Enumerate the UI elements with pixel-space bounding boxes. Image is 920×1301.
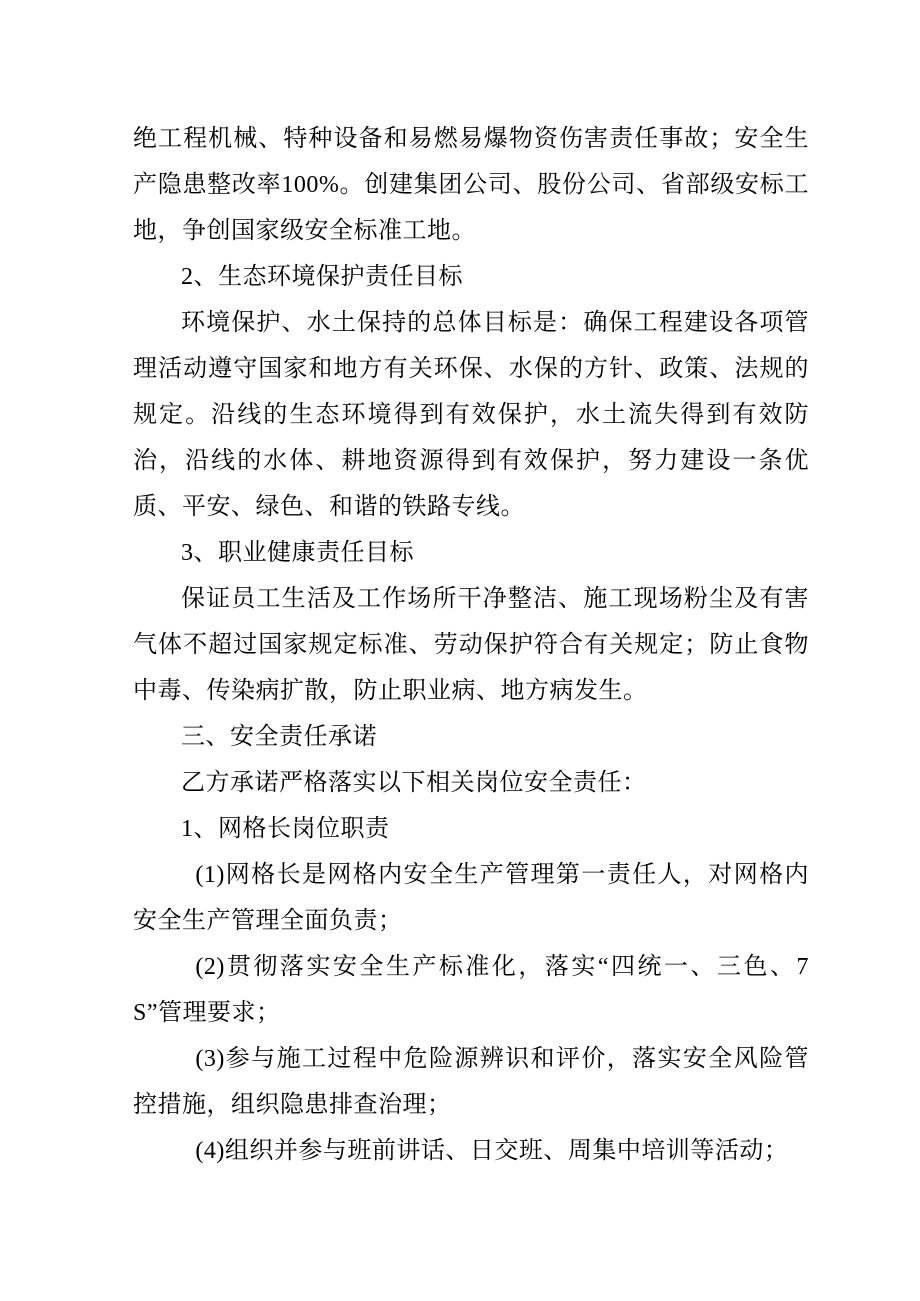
- list-item-duty-4: (4)组织并参与班前讲话、日交班、周集中培训等活动；: [195, 1138, 789, 1164]
- paragraph-continuation: 绝工程机械、特种设备和易燃易爆物资伤害责任事故；安全生产隐患整改率100%。创建集团公司、股份公司、省部级安标工地，争创国家级安全标准工地。: [133, 126, 809, 244]
- paragraph-commitment-intro: 乙方承诺严格落实以下相关岗位安全责任：: [181, 770, 647, 796]
- list-item-duty-2: (2)贯彻落实安全生产标准化，落实“四统一、三色、7S”管理要求；: [133, 954, 809, 1026]
- heading-grid-leader-duties: 1、网格长岗位职责: [181, 816, 390, 842]
- heading-safety-commitment: 三、安全责任承诺: [181, 724, 377, 750]
- list-item-duty-3: (3)参与施工过程中危险源辨识和评价，落实安全风险管控措施，组织隐患排查治理；: [133, 1046, 809, 1118]
- heading-occupational-health-target: 3、职业健康责任目标: [181, 540, 414, 566]
- heading-eco-environment-target: 2、生态环境保护责任目标: [181, 264, 463, 290]
- list-item-duty-1: (1)网格长是网格内安全生产管理第一责任人，对网格内安全生产管理全面负责；: [133, 862, 809, 934]
- paragraph-occupational-health-body: 保证员工生活及工作场所干净整洁、施工现场粉尘及有害气体不超过国家规定标准、劳动保护符合有关规定；防止食物中毒、传染病扩散，防止职业病、地方病发生。: [133, 586, 809, 704]
- document-body: [133, 116, 809, 1174]
- paragraph-eco-environment-body: 环境保护、水土保持的总体目标是：确保工程建设各项管理活动遵守国家和地方有关环保、水保的方针、政策、法规的规定。沿线的生态环境得到有效保护，水土流失得到有效防治，沿线的水体、耕地资源得到有效保护，努力建设一条优质、平安、绿色、和谐的铁路专线。: [133, 310, 809, 520]
